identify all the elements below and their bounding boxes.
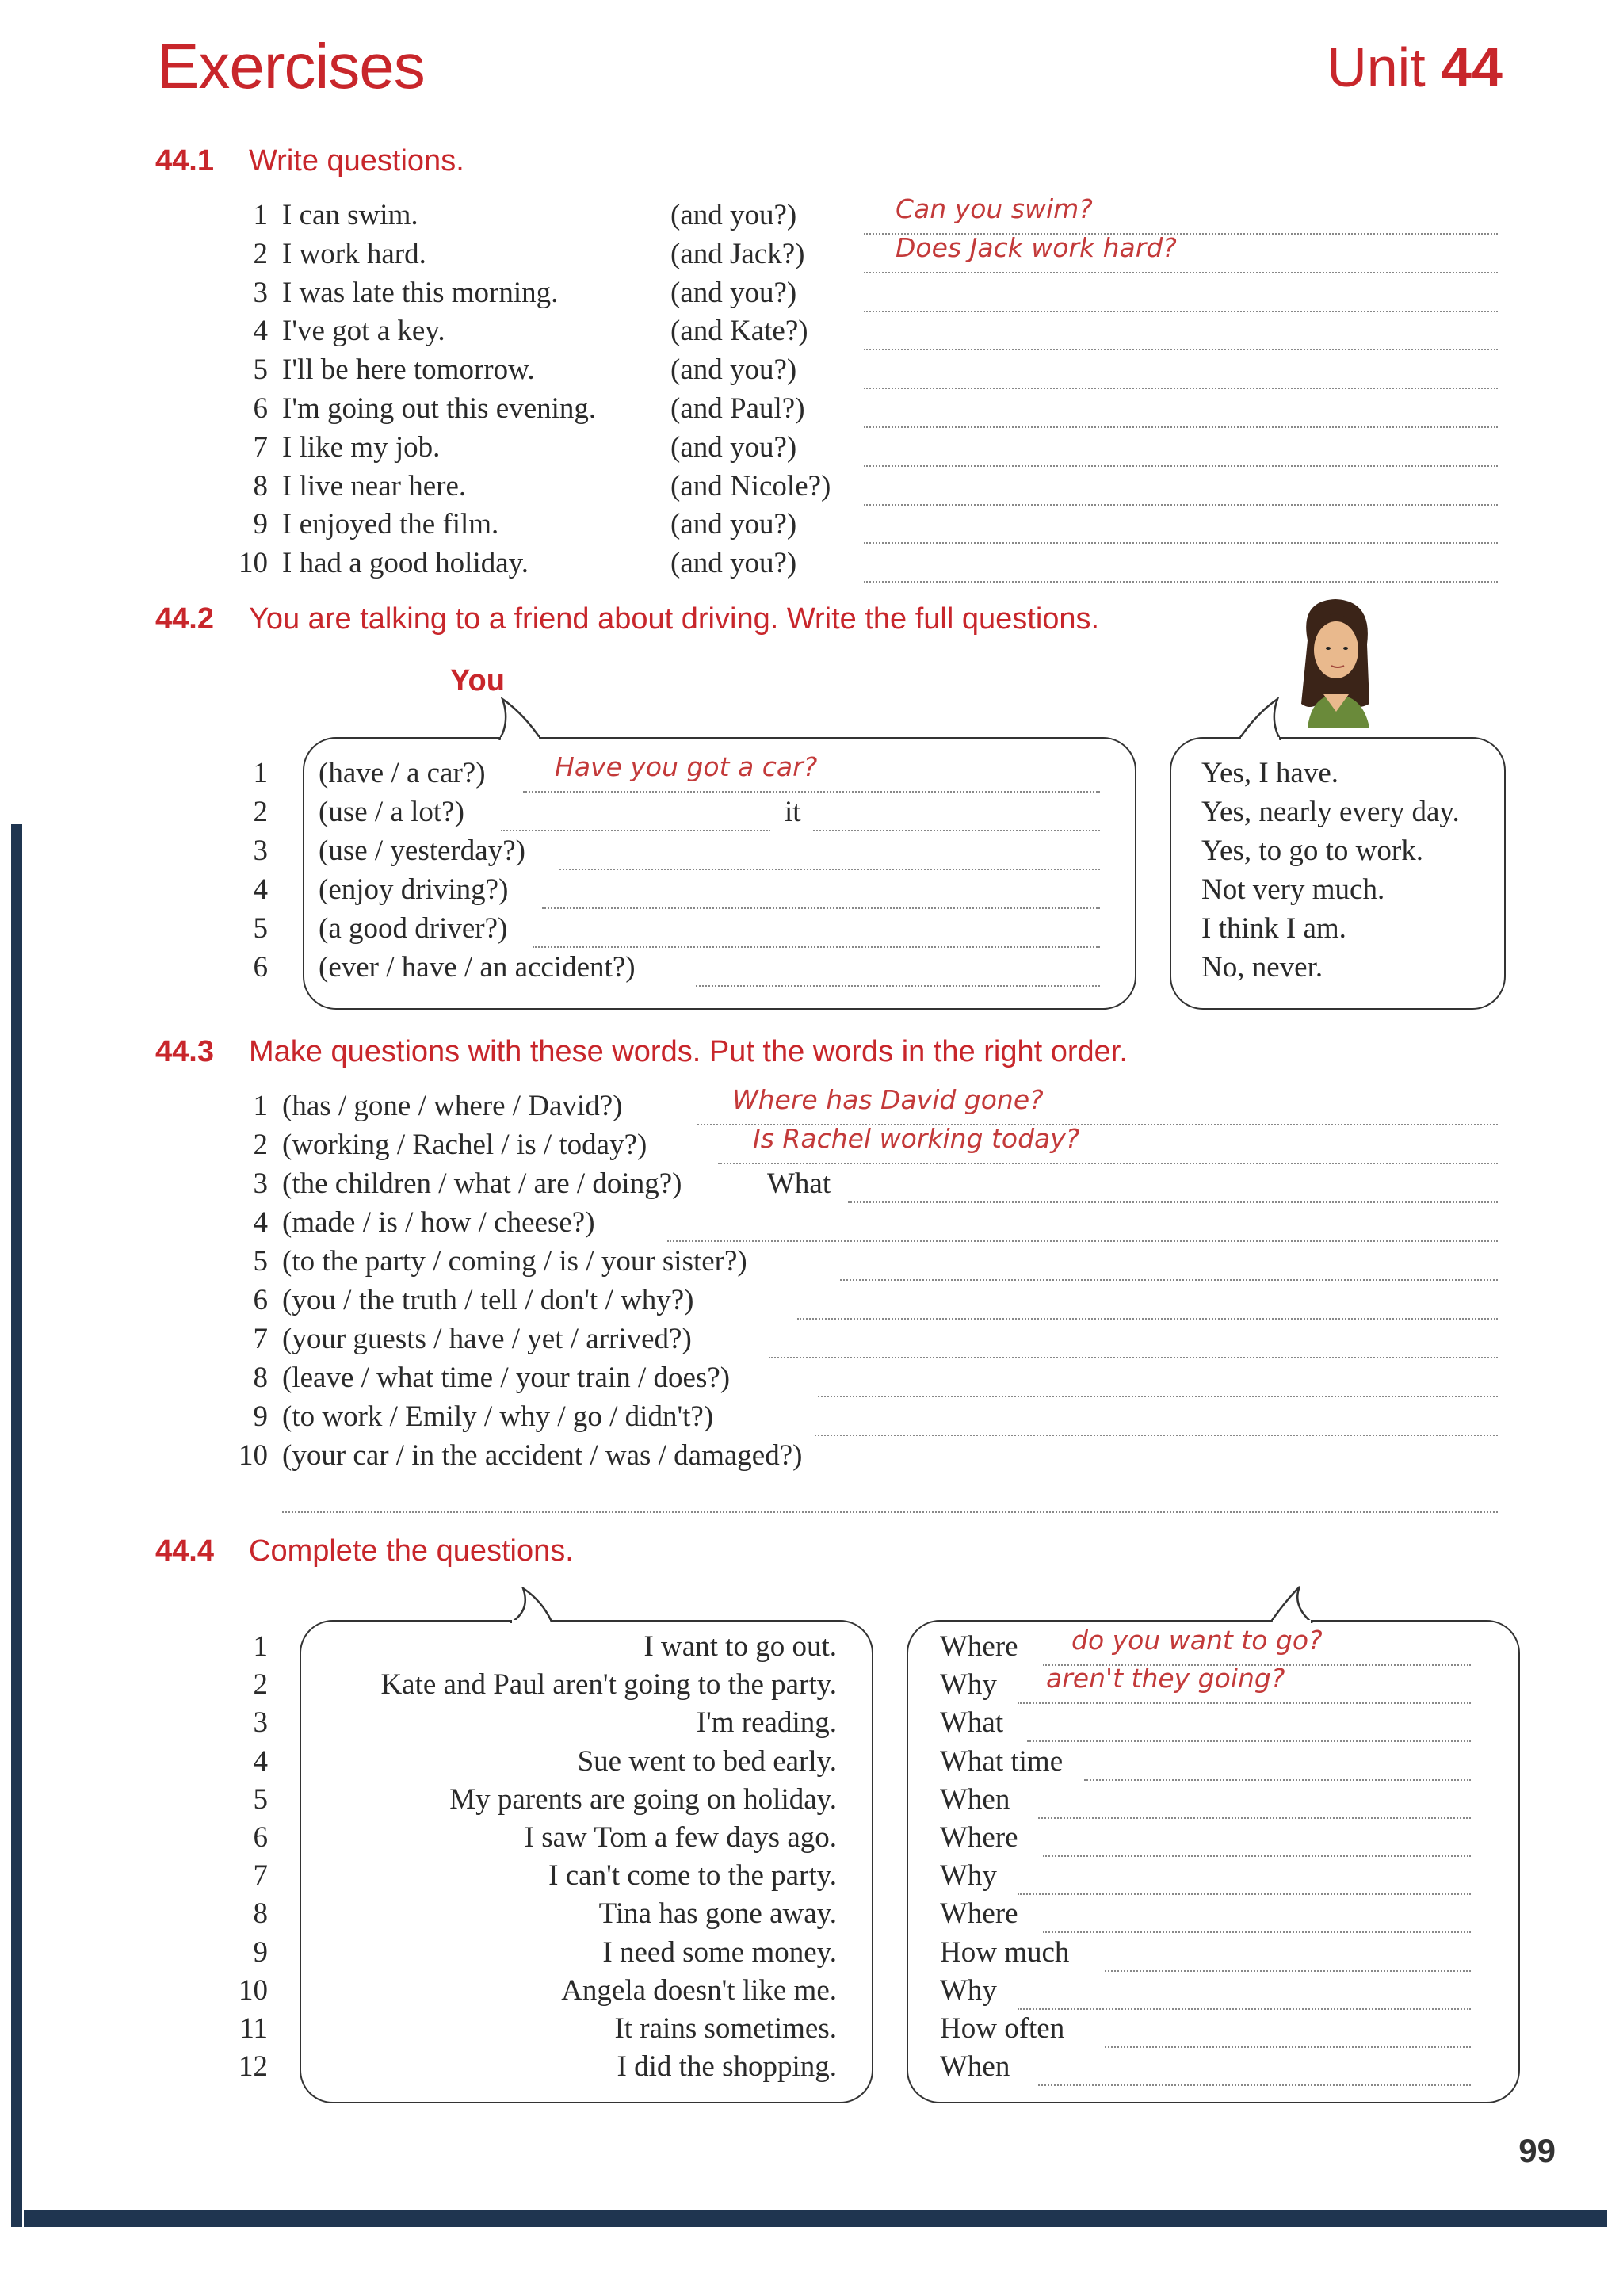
answer-line[interactable] (864, 465, 1498, 467)
page-title: Exercises (157, 31, 425, 101)
statement-text: I'm reading. (696, 1706, 837, 1740)
answer-line[interactable] (667, 1240, 1498, 1242)
item-number: 4 (253, 1206, 268, 1239)
statement-text: I've got a key. (282, 315, 445, 348)
statement-text: Sue went to bed early. (577, 1744, 837, 1778)
bubble-tail-icon (1268, 1585, 1316, 1623)
item-number: 7 (253, 1323, 268, 1355)
item-number: 6 (253, 951, 268, 984)
exercise-44-3-heading (155, 1035, 1128, 1069)
statement-text: Tina has gone away. (598, 1897, 837, 1931)
statement-text: I'm going out this evening. (282, 392, 597, 425)
unit-number: 44 (1441, 36, 1503, 98)
statement-text: I like my job. (282, 430, 441, 464)
unit-label (1327, 36, 1503, 99)
reply-text: Yes, to go to work. (1201, 835, 1423, 867)
exercise-number: 44.3 (155, 1035, 214, 1068)
question-word: Why (940, 1859, 997, 1893)
item-number: 10 (239, 547, 268, 580)
item-number: 2 (253, 1668, 268, 1702)
item-number: 3 (253, 1706, 268, 1740)
item-number: 11 (239, 2012, 268, 2045)
answer-line[interactable] (864, 349, 1498, 350)
item-number: 6 (253, 1821, 268, 1854)
prompt-text: (a good driver?) (319, 912, 508, 945)
exercise-44-2-heading (155, 602, 1099, 636)
words-prompt: (to work / Emily / why / go / didn't?) (282, 1400, 714, 1433)
answer-lead: What (767, 1167, 831, 1200)
answer-line[interactable] (1027, 1740, 1471, 1742)
footer-bar (24, 2210, 1607, 2227)
item-number: 10 (239, 1439, 268, 1472)
answer-line[interactable] (718, 1163, 1498, 1164)
prompt-text: (and you?) (670, 547, 797, 580)
answer-line[interactable] (818, 1396, 1498, 1397)
exercise-instruction: Complete the questions. (249, 1534, 574, 1568)
question-word: Where (940, 1630, 1018, 1663)
question-word: What (940, 1706, 1004, 1740)
prompt-text: (ever / have / an accident?) (319, 951, 636, 984)
item-number: 1 (253, 199, 268, 231)
handwritten-answer: Does Jack work hard? (896, 231, 1177, 263)
answer-line[interactable] (501, 830, 770, 831)
question-word: Where (940, 1821, 1018, 1854)
item-number: 10 (239, 1973, 268, 2007)
exercise-instruction: Write questions. (249, 144, 464, 178)
statement-text: I was late this morning. (282, 276, 559, 309)
prompt-text: (and you?) (670, 353, 797, 387)
answer-line[interactable] (1018, 1893, 1471, 1895)
exercise-44-1-heading (155, 144, 464, 178)
prompt-text: (enjoy driving?) (319, 873, 509, 906)
handwritten-answer: Is Rachel working today? (753, 1123, 1080, 1154)
statement-text: It rains sometimes. (614, 2012, 837, 2045)
answer-word: it (785, 796, 801, 828)
item-number: 2 (253, 1129, 268, 1161)
item-number: 8 (253, 1362, 268, 1394)
item-number: 6 (253, 392, 268, 425)
left-edge-bar (11, 824, 22, 2227)
answer-line[interactable] (533, 946, 1100, 948)
answer-line[interactable] (1043, 1855, 1471, 1857)
item-number: 4 (253, 873, 268, 906)
page-number: 99 (1518, 2132, 1556, 2169)
answer-line[interactable] (813, 830, 1100, 831)
item-number: 9 (253, 1400, 268, 1433)
item-number: 4 (253, 315, 268, 348)
answer-line[interactable] (864, 388, 1498, 389)
question-word: How often (940, 2012, 1065, 2045)
item-number: 5 (253, 353, 268, 387)
answer-line[interactable] (1084, 1779, 1471, 1781)
item-number: 8 (253, 469, 268, 502)
statement-text: I saw Tom a few days ago. (524, 1821, 837, 1854)
answer-line[interactable] (864, 426, 1498, 428)
words-prompt: (the children / what / are / doing?) (282, 1167, 682, 1200)
item-number: 12 (239, 2050, 268, 2084)
item-number: 9 (253, 1935, 268, 1969)
answer-line[interactable] (1018, 1702, 1471, 1704)
item-number: 5 (253, 1782, 268, 1816)
girl-illustration-icon (1276, 593, 1395, 728)
handwritten-answer: Can you swim? (896, 193, 1093, 224)
answer-line[interactable] (864, 542, 1498, 544)
item-number: 4 (253, 1744, 268, 1778)
statement-text: Kate and Paul aren't going to the party. (380, 1668, 837, 1702)
unit-word: Unit (1327, 36, 1426, 98)
prompt-text: (and Kate?) (670, 315, 808, 348)
statement-text: I had a good holiday. (282, 547, 529, 580)
handwritten-answer: Have you got a car? (555, 751, 818, 782)
question-word: What time (940, 1744, 1064, 1778)
question-word: How much (940, 1935, 1070, 1969)
statement-text: I enjoyed the film. (282, 508, 499, 541)
item-number: 3 (253, 1167, 268, 1200)
prompt-text: (use / a lot?) (319, 796, 464, 828)
prompt-text: (and you?) (670, 199, 797, 231)
handwritten-answer: do you want to go? (1071, 1625, 1323, 1656)
statement-text: I need some money. (602, 1935, 837, 1969)
statement-text: I can't come to the party. (548, 1859, 837, 1893)
exercise-number: 44.2 (155, 602, 214, 636)
prompt-text: (and you?) (670, 276, 797, 309)
question-word: Where (940, 1897, 1018, 1931)
answer-line[interactable] (1105, 1970, 1471, 1972)
answer-line[interactable] (1038, 2084, 1471, 2086)
statement-text: My parents are going on holiday. (449, 1782, 837, 1816)
reply-text: Not very much. (1201, 873, 1385, 906)
reply-text: Yes, I have. (1201, 757, 1339, 789)
statement-text: I'll be here tomorrow. (282, 353, 535, 387)
item-number: 7 (253, 430, 268, 464)
question-word: When (940, 2050, 1010, 2084)
prompt-text: (and you?) (670, 430, 797, 464)
answer-line[interactable] (1038, 1817, 1471, 1819)
answer-line[interactable] (840, 1279, 1498, 1281)
item-number: 7 (253, 1859, 268, 1893)
answer-line[interactable] (769, 1357, 1498, 1358)
item-number: 1 (253, 757, 268, 789)
question-word: Why (940, 1668, 997, 1702)
words-prompt: (has / gone / where / David?) (282, 1090, 623, 1122)
prompt-text: (use / yesterday?) (319, 835, 525, 867)
exercise-number: 44.4 (155, 1534, 214, 1568)
words-prompt: (made / is / how / cheese?) (282, 1206, 595, 1239)
exercise-instruction: You are talking to a friend about driving. Write the full questions. (249, 602, 1100, 636)
reply-text: Yes, nearly every day. (1201, 796, 1460, 828)
bubble-tail-icon (507, 1587, 555, 1623)
answer-line[interactable] (864, 504, 1498, 506)
answer-line[interactable] (815, 1435, 1498, 1436)
exercise-instruction: Make questions with these words. Put the words in the right order. (249, 1035, 1128, 1068)
words-prompt: (to the party / coming / is / your sister?) (282, 1245, 747, 1278)
statement-text: I work hard. (282, 237, 426, 270)
statement-text: I want to go out. (643, 1630, 837, 1663)
item-number: 3 (253, 276, 268, 309)
statement-text: Angela doesn't like me. (561, 1973, 837, 2007)
statement-text: I can swim. (282, 199, 418, 231)
item-number: 1 (253, 1630, 268, 1663)
item-number: 5 (253, 1245, 268, 1278)
reply-text: No, never. (1201, 951, 1323, 984)
answer-line[interactable] (1105, 2046, 1471, 2048)
answer-line[interactable] (848, 1201, 1498, 1203)
item-number: 1 (253, 1090, 268, 1122)
bubble-tail-icon (496, 697, 544, 740)
words-prompt: (your guests / have / yet / arrived?) (282, 1323, 692, 1355)
answer-line[interactable] (797, 1318, 1498, 1320)
question-word: Why (940, 1973, 997, 2007)
handwritten-answer: aren't they going? (1046, 1663, 1285, 1694)
question-word: When (940, 1782, 1010, 1816)
answer-line[interactable] (542, 907, 1100, 909)
answer-line[interactable] (523, 791, 1100, 793)
item-number: 8 (253, 1897, 268, 1931)
words-prompt: (working / Rachel / is / today?) (282, 1129, 647, 1161)
answer-line[interactable] (559, 869, 1100, 870)
item-number: 5 (253, 912, 268, 945)
statement-text: I did the shopping. (617, 2050, 837, 2084)
item-number: 2 (253, 237, 268, 270)
bubble-tail-icon (1236, 697, 1284, 740)
item-number: 3 (253, 835, 268, 867)
answer-line[interactable] (864, 272, 1498, 273)
handwritten-answer: Where has David gone? (732, 1084, 1044, 1115)
statement-text: I live near here. (282, 469, 467, 502)
answer-line[interactable] (1018, 2008, 1471, 2010)
item-number: 9 (253, 508, 268, 541)
answer-line[interactable] (696, 985, 1100, 987)
answer-line[interactable] (282, 1511, 1498, 1513)
words-prompt: (you / the truth / tell / don't / why?) (282, 1284, 694, 1316)
words-prompt: (your car / in the accident / was / damaged?) (282, 1439, 803, 1472)
answer-line[interactable] (1043, 1931, 1471, 1933)
answer-line[interactable] (864, 311, 1498, 312)
exercise-number: 44.1 (155, 144, 214, 178)
prompt-text: (and you?) (670, 508, 797, 541)
exercise-44-4-heading (155, 1534, 574, 1568)
prompt-text: (and Paul?) (670, 392, 805, 425)
prompt-text: (have / a car?) (319, 757, 486, 789)
reply-text: I think I am. (1201, 912, 1346, 945)
you-label: You (450, 664, 505, 697)
item-number: 2 (253, 796, 268, 828)
answer-line[interactable] (864, 581, 1498, 583)
prompt-text: (and Jack?) (670, 237, 805, 270)
words-prompt: (leave / what time / your train / does?) (282, 1362, 731, 1394)
item-number: 6 (253, 1284, 268, 1316)
prompt-text: (and Nicole?) (670, 469, 831, 502)
